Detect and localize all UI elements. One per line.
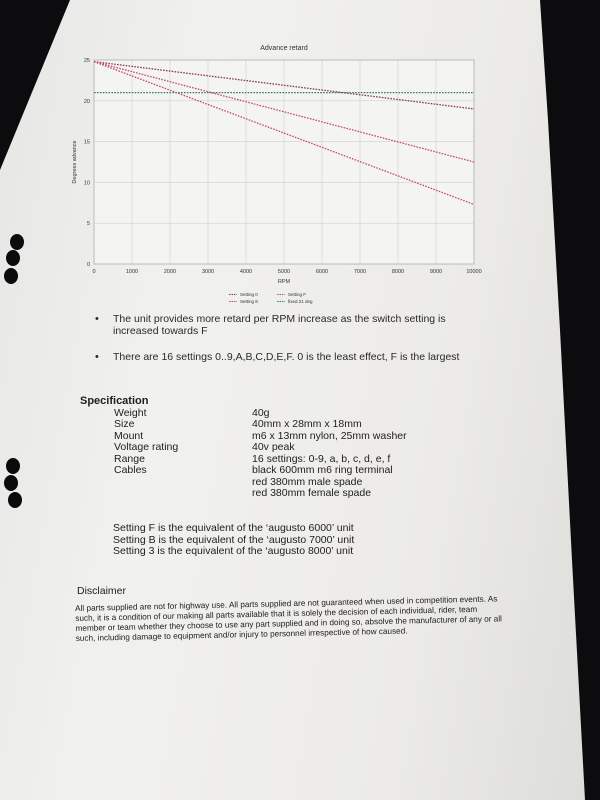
- x-tick-label: 7000: [353, 269, 367, 275]
- spec-heading: Specification: [80, 395, 149, 407]
- spec-value: 40v peak: [252, 441, 295, 453]
- x-axis-label: RPM: [277, 279, 291, 285]
- spec-value: 40mm x 28mm x 18mm: [252, 418, 362, 430]
- legend-label: Setting 8: [240, 299, 258, 304]
- bullet-item: [95, 351, 475, 363]
- spec-row: [80, 465, 520, 477]
- spec-label: Range: [114, 452, 145, 465]
- punch-hole: [6, 458, 20, 474]
- punch-hole: [4, 268, 18, 284]
- spec-label: [80, 477, 252, 489]
- y-axis-label: Degrees advance: [72, 140, 78, 184]
- x-tick-label: 6000: [315, 269, 329, 275]
- punch-hole: [10, 234, 24, 250]
- feature-bullets: [95, 313, 475, 377]
- y-tick-label: 0: [86, 262, 90, 268]
- x-tick-label: 1000: [125, 269, 139, 275]
- spec-label: Cables: [114, 464, 147, 476]
- legend-label: Setting 0: [240, 292, 258, 297]
- y-tick-label: 25: [83, 58, 90, 64]
- x-tick-label: 8000: [391, 269, 405, 275]
- equivalent-line: Setting B is the equivalent of the ‘augusto 7000’ unit: [113, 533, 355, 546]
- spec-row: [80, 419, 520, 431]
- bullet-text: There are 16 settings 0..9,A,B,C,D,E,F. 0 is the least effect, F is the largest: [113, 351, 460, 363]
- spec-value: 16 settings: 0-9, a, b, c, d, e, f: [252, 452, 391, 465]
- y-tick-label: 5: [86, 221, 90, 228]
- spec-label: Size: [114, 418, 135, 430]
- spec-value: 40g: [252, 406, 270, 419]
- x-tick-label: 4000: [239, 269, 253, 275]
- spec-value: black 600mm m6 ring terminal: [252, 464, 393, 476]
- legend-label: Setting F: [288, 292, 307, 297]
- spec-value: red 380mm male spade: [252, 475, 363, 488]
- punch-hole: [6, 250, 20, 266]
- x-tick-label: 2000: [163, 269, 177, 275]
- bullet-item: [95, 313, 475, 337]
- equivalents-list: [113, 523, 354, 558]
- bullet-dot: •: [95, 313, 99, 325]
- y-tick-label: 20: [83, 98, 90, 105]
- equivalent-line: Setting 3 is the equivalent of the ‘augusto 8000’ unit: [113, 545, 354, 557]
- specification-section: [80, 396, 520, 500]
- x-tick-label: 5000: [277, 269, 291, 275]
- y-tick-label: 10: [83, 180, 90, 187]
- chart-title: Advance retard: [260, 45, 308, 52]
- spec-value: m6 x 13mm nylon, 25mm washer: [252, 429, 407, 442]
- disclaimer-heading: Disclaimer: [77, 585, 127, 597]
- x-tick-label: 10000: [466, 269, 482, 275]
- x-tick-label: 3000: [201, 269, 215, 275]
- bullet-text: The unit provides more retard per RPM increase as the switch setting is increased towards F: [113, 313, 446, 337]
- y-tick-label: 15: [83, 139, 90, 146]
- legend-label: fixed 21 deg: [288, 299, 313, 304]
- bullet-dot: •: [95, 351, 99, 363]
- spec-value: red 380mm female spade: [252, 487, 372, 499]
- spec-label: [80, 488, 252, 500]
- spec-row: [80, 442, 520, 454]
- spec-label: Mount: [114, 429, 144, 442]
- disclaimer-text: All parts supplied are not for highway use. All parts supplied are not guaranteed when used in competition events. As such, it is a condition of our making all parts available that it is solely the decision of each individual, rider, team member or team whether they choose to use any part supplied and in doing so, absolve the manufacturer of any or all such, including damage to equipment and/or injury to personnel irrespective of how caused.: [75, 594, 503, 643]
- advance-retard-chart: [60, 38, 490, 308]
- x-tick-label: 0: [92, 269, 96, 275]
- spec-row: [80, 488, 520, 500]
- spec-label: Weight: [114, 406, 147, 419]
- equivalent-line: Setting F is the equivalent of the ‘augusto 6000’ unit: [113, 522, 354, 534]
- spec-label: Voltage rating: [114, 441, 179, 453]
- punch-hole: [4, 475, 18, 491]
- punch-hole: [8, 492, 22, 508]
- x-tick-label: 9000: [429, 269, 443, 275]
